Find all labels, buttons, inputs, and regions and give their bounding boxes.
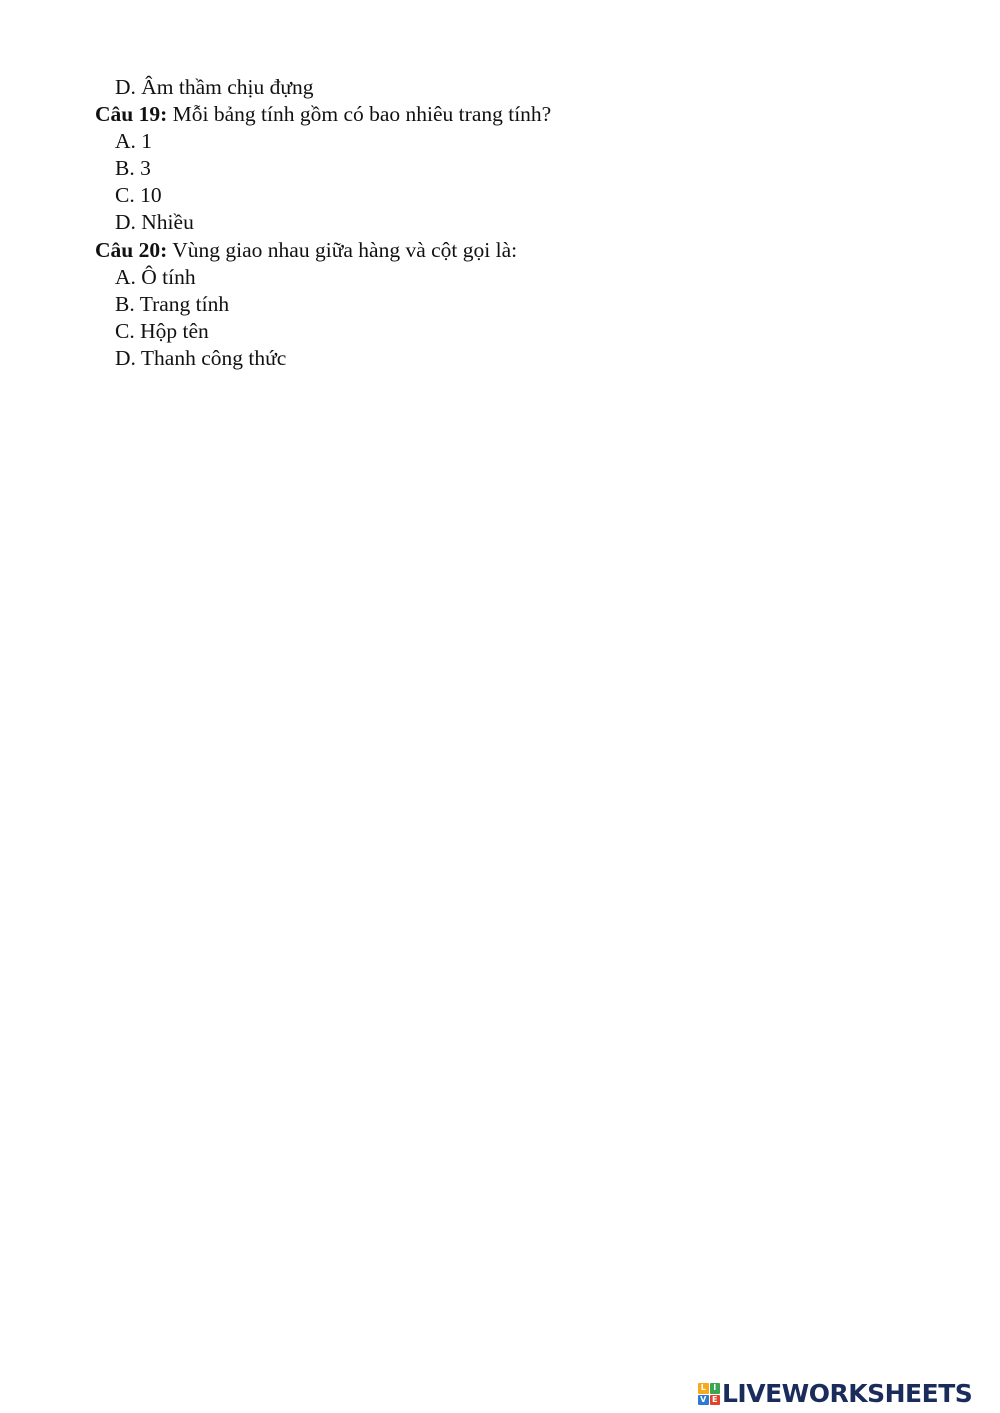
option-text: C. Hộp tên — [115, 318, 209, 343]
option-text: B. 3 — [115, 156, 151, 181]
option-19-b — [95, 155, 551, 182]
question-text: Mỗi bảng tính gồm có bao nhiêu trang tính? — [167, 102, 552, 127]
question-text: Vùng giao nhau giữa hàng và cột gọi là: — [167, 237, 518, 262]
option-20-d — [95, 345, 551, 372]
option-text: A. 1 — [115, 129, 153, 154]
option-19-c — [95, 182, 551, 209]
option-20-a — [95, 264, 551, 291]
option-text: D. Nhiều — [115, 210, 194, 235]
question-20 — [95, 237, 551, 264]
option-18-d — [95, 74, 551, 101]
option-20-b — [95, 291, 551, 318]
logo-mark-cell: I — [710, 1383, 721, 1394]
option-text: D. Thanh công thức — [115, 345, 287, 370]
liveworksheets-logo — [698, 1379, 972, 1409]
option-text: A. Ô tính — [115, 264, 196, 289]
option-text: C. 10 — [115, 183, 162, 208]
logo-mark-icon — [698, 1383, 720, 1405]
option-20-c — [95, 318, 551, 345]
question-label: Câu 19: — [95, 102, 168, 127]
logo-text: LIVEWORKSHEETS — [722, 1379, 973, 1408]
question-19 — [95, 101, 551, 128]
logo-mark-cell: E — [710, 1395, 721, 1406]
logo-mark-cell: L — [698, 1383, 709, 1394]
option-text: B. Trang tính — [115, 291, 230, 316]
worksheet-content — [95, 74, 551, 372]
logo-mark-cell: V — [698, 1395, 709, 1406]
option-19-d — [95, 209, 551, 236]
option-text: D. Âm thầm chịu đựng — [115, 75, 314, 99]
option-19-a — [95, 128, 551, 155]
question-label: Câu 20: — [95, 237, 168, 262]
